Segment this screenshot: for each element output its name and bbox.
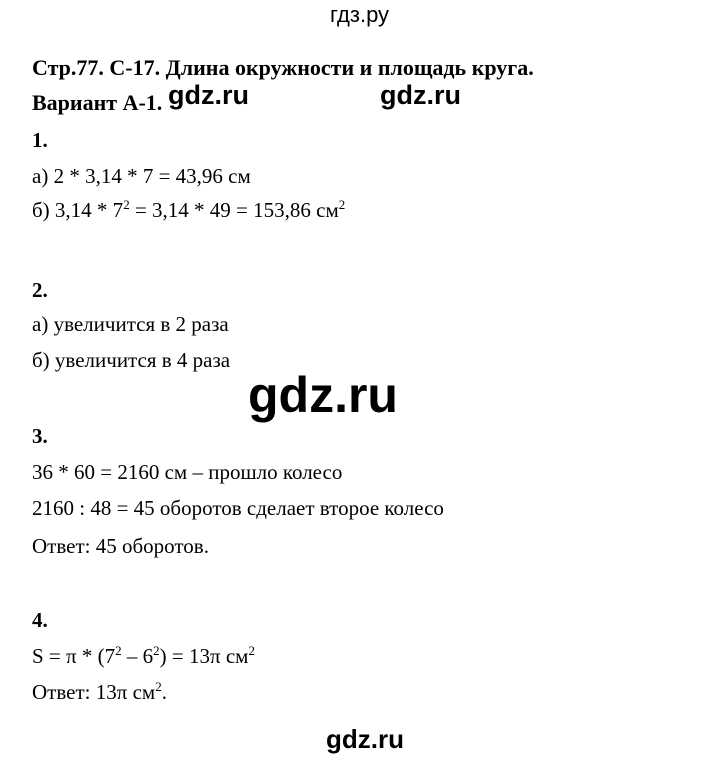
watermark-bottom: gdz.ru: [326, 724, 404, 754]
task-3-line-1: 36 * 60 = 2160 см – прошло колесо: [32, 460, 343, 484]
task-1-number: 1.: [32, 128, 48, 152]
task-3-answer: Ответ: 45 оборотов.: [32, 534, 209, 558]
task-4-line-1: $S = \pi * (7^2 - 6^2) = 13\pi$ $см^2$: [32, 643, 255, 668]
task-4-number: 4.: [32, 608, 48, 632]
task-3-line-2: 2160 : 48 = 45 оборотов сделает второе колесо: [32, 496, 444, 520]
variant-label: Вариант А-1.: [32, 90, 163, 115]
task-2-line-a: а) увеличится в 2 раза: [32, 312, 229, 336]
watermark-top: гдз.ру: [330, 2, 390, 27]
task-1-line-a: а) 2 * 3,14 * 7 = 43,96 см: [32, 164, 251, 188]
task-2-line-b: б) увеличится в 4 раза: [32, 348, 231, 372]
watermark-middle: gdz.ru: [248, 367, 398, 423]
task-3-number: 3.: [32, 424, 48, 448]
task-1-line-b: б) $3,14 * 7^2 = 3,14 * 49 = 153,86$ $см^2$: [32, 197, 346, 222]
page-title: Стр.77. С-17. Длина окружности и площадь круга.: [32, 55, 534, 80]
task-2-number: 2.: [32, 278, 48, 302]
watermark-left: gdz.ru: [168, 80, 249, 110]
watermark-right: gdz.ru: [380, 80, 461, 110]
task-4-answer: Ответ: 13π $см^2$.: [32, 679, 167, 704]
